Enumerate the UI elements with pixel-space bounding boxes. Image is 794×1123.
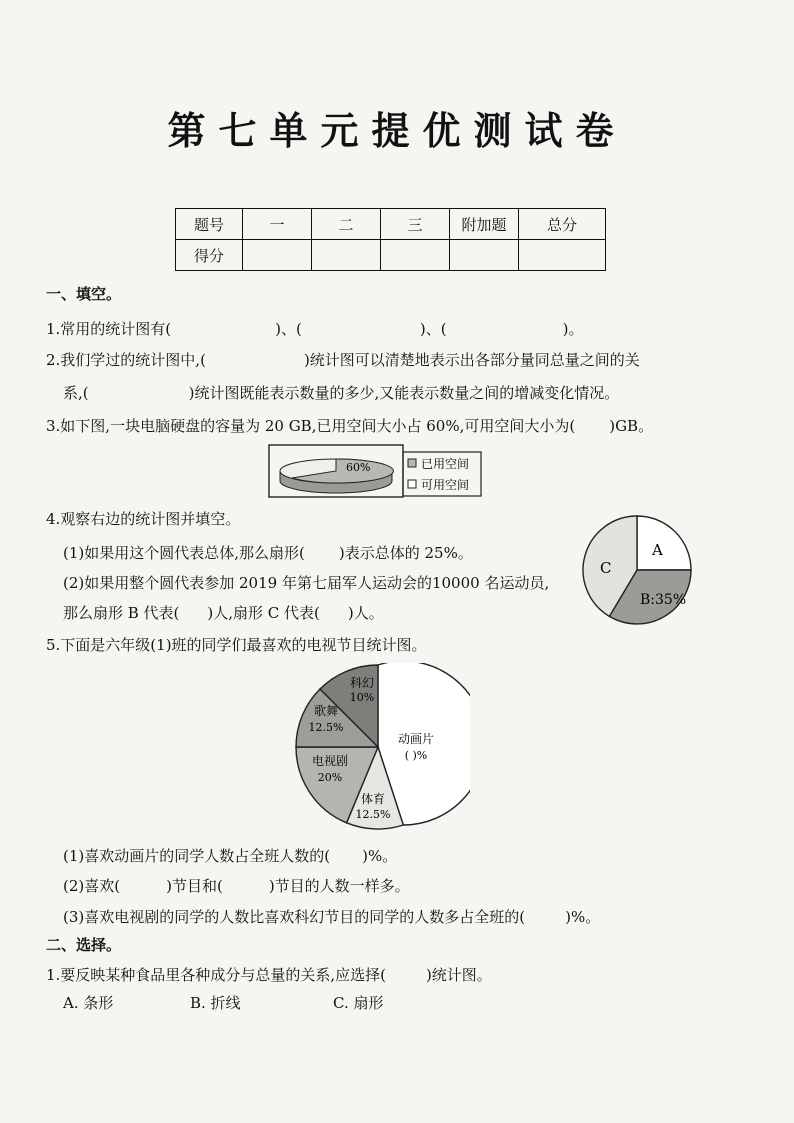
q5-text: )%。 <box>362 847 398 865</box>
q4-text: )表示总体的 25%。 <box>338 544 473 562</box>
question-3 <box>46 415 653 436</box>
section2-heading: 二、选择。 <box>46 936 122 954</box>
score-header-cell: 二 <box>312 209 381 240</box>
pie-pct-donghua: ( )% <box>404 749 428 762</box>
pie-label-a: A <box>652 541 663 559</box>
score-cell[interactable] <box>243 240 312 271</box>
question-5-stem: 5.下面是六年级(1)班的同学们最喜欢的电视节目统计图。 <box>46 636 427 654</box>
legend-free-label: 可用空间 <box>421 478 470 492</box>
question-5-part-2 <box>63 875 410 896</box>
q3-text: )GB。 <box>609 417 654 435</box>
question-1 <box>46 318 583 339</box>
pie-label-kehuan: 科幻 <box>349 676 375 690</box>
q5-text: (1)喜欢动画片的同学人数占全班人数的( <box>63 847 331 865</box>
page-title: 第七单元提优测试卷 <box>167 109 627 153</box>
q1-text: )、( <box>419 320 447 338</box>
question-5-part-1 <box>63 845 397 866</box>
score-cell[interactable] <box>519 240 606 271</box>
question-4-part-1 <box>63 542 473 563</box>
score-table <box>175 208 606 271</box>
pie-label-dianshiju: 电视剧 <box>311 754 349 768</box>
score-header-cell: 题号 <box>176 209 243 240</box>
disk-usage-chart <box>268 444 484 500</box>
pie-pct-tiyu: 12.5% <box>355 808 391 821</box>
question-4-part-2-line-2 <box>63 602 384 623</box>
pie-pct-dianshiju: 20% <box>317 771 343 784</box>
q4-text: 那么扇形 B 代表( <box>63 604 180 622</box>
section2-q1-option-c[interactable]: C. 扇形 <box>333 994 384 1012</box>
q2-text: 2.我们学过的统计图中,( <box>46 351 206 369</box>
legend-used-label: 已用空间 <box>421 457 470 471</box>
s2q1-text: 1.要反映某种食品里各种成分与总量的关系,应选择( <box>46 966 386 984</box>
pie-label-tiyu: 体育 <box>360 792 386 806</box>
pie-sector-a <box>637 516 691 570</box>
pie-label-b: B:35% <box>640 592 687 608</box>
q5-text: (2)喜欢( <box>63 877 121 895</box>
score-cell[interactable] <box>381 240 450 271</box>
q5-text: )节目的人数一样多。 <box>268 877 410 895</box>
question-4-stem: 4.观察右边的统计图并填空。 <box>46 510 241 528</box>
section2-q1-option-b[interactable]: B. 折线 <box>190 994 241 1012</box>
q1-text: 1.常用的统计图有( <box>46 320 172 338</box>
question-4-part-2: (2)如果用整个圆代表参加 2019 年第七届军人运动会的10000 名运动员, <box>63 574 550 592</box>
tv-pie-chart <box>290 663 470 833</box>
q1-text: )、( <box>275 320 302 338</box>
q5-text: (3)喜欢电视剧的同学的人数比喜欢科幻节目的同学的人数多占全班的( <box>63 908 526 926</box>
score-table-header-row <box>176 209 606 240</box>
pie-label-donghua: 动画片 <box>397 732 435 746</box>
question-2-line-1 <box>46 349 640 370</box>
q2-text: )统计图可以清楚地表示出各部分量同总量之间的关 <box>303 351 640 369</box>
q5-text: )%。 <box>565 908 601 926</box>
q4-text: )人,扇形 C 代表( <box>207 604 320 622</box>
pie-pct-gewu: 12.5% <box>308 721 344 734</box>
score-header-cell: 一 <box>243 209 312 240</box>
score-header-cell: 总分 <box>519 209 606 240</box>
q2-text: )统计图既能表示数量的多少,又能表示数量之间的增减变化情况。 <box>188 384 620 402</box>
q4-text: )人。 <box>347 604 384 622</box>
score-table-score-row <box>176 240 606 271</box>
pie-pct-kehuan: 10% <box>349 691 375 704</box>
pie-label-gewu: 歌舞 <box>313 704 339 718</box>
score-cell[interactable] <box>450 240 519 271</box>
q3-text: 3.如下图,一块电脑硬盘的容量为 20 GB,已用空间大小占 60%,可用空间大小为( <box>46 417 576 435</box>
question-2-line-2 <box>63 382 619 403</box>
score-header-cell: 附加题 <box>450 209 519 240</box>
q5-text: )节目和( <box>166 877 223 895</box>
q1-text: )。 <box>562 320 584 338</box>
s2q1-text: )统计图。 <box>425 966 492 984</box>
legend-free-swatch <box>408 480 416 488</box>
section2-question-1 <box>46 964 492 985</box>
score-row-label: 得分 <box>176 240 243 271</box>
abc-pie-chart <box>578 511 698 631</box>
q2-text: 系,( <box>63 384 89 402</box>
question-5-part-3 <box>63 906 600 927</box>
pie-label-c: C <box>600 559 612 577</box>
section2-q1-option-a[interactable]: A. 条形 <box>63 994 114 1012</box>
disk-used-label: 60% <box>346 461 371 474</box>
legend-used-swatch <box>408 459 416 467</box>
score-cell[interactable] <box>312 240 381 271</box>
score-header-cell: 三 <box>381 209 450 240</box>
q4-text: (1)如果用这个圆代表总体,那么扇形( <box>63 544 305 562</box>
section1-heading: 一、填空。 <box>46 285 122 303</box>
